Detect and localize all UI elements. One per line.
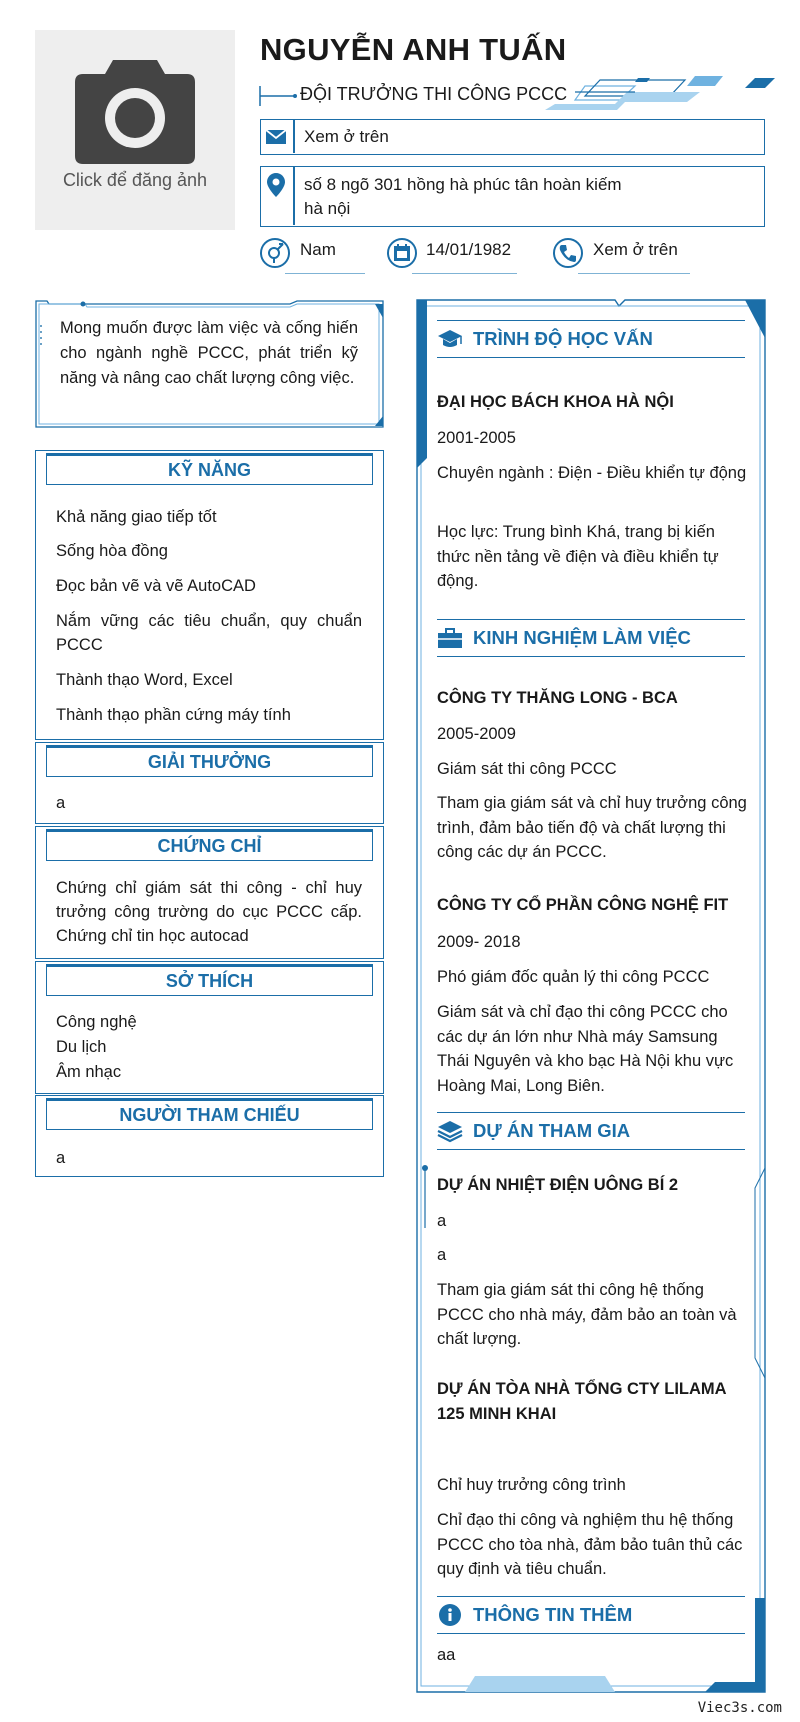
objective-text: Mong muốn được làm việc và cống hiến cho ngành nghề PCCC, phát triển kỹ năng và nâng cao chất lượng công việc. xyxy=(60,319,358,387)
calendar-icon xyxy=(387,238,417,268)
project-line: a xyxy=(437,1212,447,1230)
project-name: DỰ ÁN NHIỆT ĐIỆN UÔNG BÍ 2 xyxy=(437,1176,679,1194)
certificates-section xyxy=(35,826,384,959)
awards-heading: GIẢI THƯỞNG xyxy=(46,745,373,777)
project-line: a xyxy=(437,1246,447,1264)
email-field[interactable] xyxy=(260,119,765,155)
experience-heading-bar xyxy=(437,619,745,657)
skills-heading: KỸ NĂNG xyxy=(46,453,373,485)
skill-item: Thành thạo phần cứng máy tính xyxy=(56,706,291,724)
graduation-cap-icon xyxy=(437,327,463,351)
hobbies-section xyxy=(35,961,384,1094)
skill-item: Sống hòa đồng xyxy=(56,542,168,560)
projects-heading: DỰ ÁN THAM GIA xyxy=(473,1120,631,1141)
address-field[interactable] xyxy=(260,166,765,227)
address-line-2: hà nội xyxy=(304,199,351,218)
job-period: 2009- 2018 xyxy=(437,933,521,951)
awards-text: a xyxy=(56,794,66,812)
hobby-item: Công nghệ xyxy=(56,1013,137,1031)
job-company: CÔNG TY CỔ PHẦN CÔNG NGHỆ FIT xyxy=(437,896,729,914)
info-icon xyxy=(437,1603,463,1627)
address-line-1: số 8 ngõ 301 hồng hà phúc tân hoàn kiếm xyxy=(304,175,622,194)
site-watermark: Viec3s.com xyxy=(697,1700,782,1716)
full-name: NGUYỄN ANH TUẤN xyxy=(260,32,567,67)
project-description: Chỉ đạo thi công và nghiệm thu hệ thống PCCC cho tòa nhà, đảm bảo tuân thủ các quy định và tiêu chuẩn. xyxy=(437,1511,743,1578)
gender-value[interactable]: Nam xyxy=(300,240,336,259)
phone-value[interactable]: Xem ở trên xyxy=(593,240,678,259)
education-period: 2001-2005 xyxy=(437,429,516,447)
divider xyxy=(293,167,295,225)
experience-heading: KINH NGHIỆM LÀM VIỆC xyxy=(473,627,691,648)
phone-icon xyxy=(553,238,583,268)
skill-item: Đọc bản vẽ và vẽ AutoCAD xyxy=(56,577,256,595)
envelope-icon xyxy=(265,127,287,147)
awards-section xyxy=(35,742,384,824)
avatar-caption: Click để đăng ảnh xyxy=(62,170,208,190)
references-text: a xyxy=(56,1149,66,1167)
project-role: Chỉ huy trưởng công trình xyxy=(437,1476,626,1494)
gender-icon xyxy=(260,238,290,268)
school-name: ĐẠI HỌC BÁCH KHOA HÀ NỘI xyxy=(437,393,674,411)
project-name: DỰ ÁN TÒA NHÀ TỔNG CTY LILAMA 125 MINH KHAI xyxy=(437,1380,726,1423)
hobby-item: Âm nhạc xyxy=(56,1063,122,1081)
project-description: Tham gia giám sát thi công hệ thống PCCC cho nhà máy, đảm bảo an toàn và chất lượng. xyxy=(437,1281,737,1348)
job-description: Giám sát và chỉ đạo thi công PCCC cho các dự án lớn như Nhà máy Samsung Thái Nguyên và kho bạc Hà Nội khu vực Hoàng Mai, Long Biên. xyxy=(437,1003,734,1095)
skill-item: Nắm vững các tiêu chuẩn, quy chuẩn PCCC xyxy=(56,612,362,654)
career-objective xyxy=(35,300,384,428)
divider xyxy=(293,120,295,153)
education-grade: Học lực: Trung bình Khá, trang bị kiến thức nền tảng về điện và điều khiển tự động. xyxy=(437,523,719,590)
divider xyxy=(412,273,517,274)
education-heading: TRÌNH ĐỘ HỌC VẤN xyxy=(473,328,653,349)
location-pin-icon xyxy=(267,173,285,197)
camera-icon xyxy=(75,60,195,164)
hobbies-heading: SỞ THÍCH xyxy=(46,964,373,996)
job-role: Phó giám đốc quản lý thi công PCCC xyxy=(437,968,710,986)
references-section xyxy=(35,1095,384,1177)
hobby-item: Du lịch xyxy=(56,1038,107,1056)
additional-heading-bar xyxy=(437,1596,745,1634)
job-company: CÔNG TY THĂNG LONG - BCA xyxy=(437,689,678,707)
layers-icon xyxy=(437,1119,463,1143)
skill-item: Thành thạo Word, Excel xyxy=(56,671,233,689)
job-role: Giám sát thi công PCCC xyxy=(437,760,617,778)
email-value: Xem ở trên xyxy=(304,127,389,146)
skill-item: Khả năng giao tiếp tốt xyxy=(56,508,217,526)
birthday-value[interactable]: 14/01/1982 xyxy=(426,240,512,259)
job-position: ĐỘI TRƯỞNG THI CÔNG PCCC xyxy=(300,84,568,104)
certificates-heading: CHỨNG CHỈ xyxy=(46,829,373,861)
divider xyxy=(578,273,690,274)
additional-heading: THÔNG TIN THÊM xyxy=(473,1604,633,1625)
address-value xyxy=(304,173,634,221)
divider xyxy=(285,273,365,274)
references-heading: NGƯỜI THAM CHIẾU xyxy=(46,1098,373,1130)
job-period: 2005-2009 xyxy=(437,725,516,743)
education-heading-bar xyxy=(437,320,745,358)
education-major: Chuyên ngành : Điện - Điều khiển tự động xyxy=(437,464,747,482)
avatar-upload[interactable] xyxy=(35,30,235,230)
certificates-text: Chứng chỉ giám sát thi công - chỉ huy trưởng công trường do cục PCCC cấp. Chứng chỉ tin học autocad xyxy=(56,879,362,945)
projects-heading-bar xyxy=(437,1112,745,1150)
job-description: Tham gia giám sát và chỉ huy trưởng công trình, đảm bảo tiến độ và chất lượng thi công các dự án PCCC. xyxy=(437,794,747,861)
additional-text: aa xyxy=(437,1646,456,1664)
briefcase-icon xyxy=(437,626,463,650)
skills-section xyxy=(35,450,384,740)
